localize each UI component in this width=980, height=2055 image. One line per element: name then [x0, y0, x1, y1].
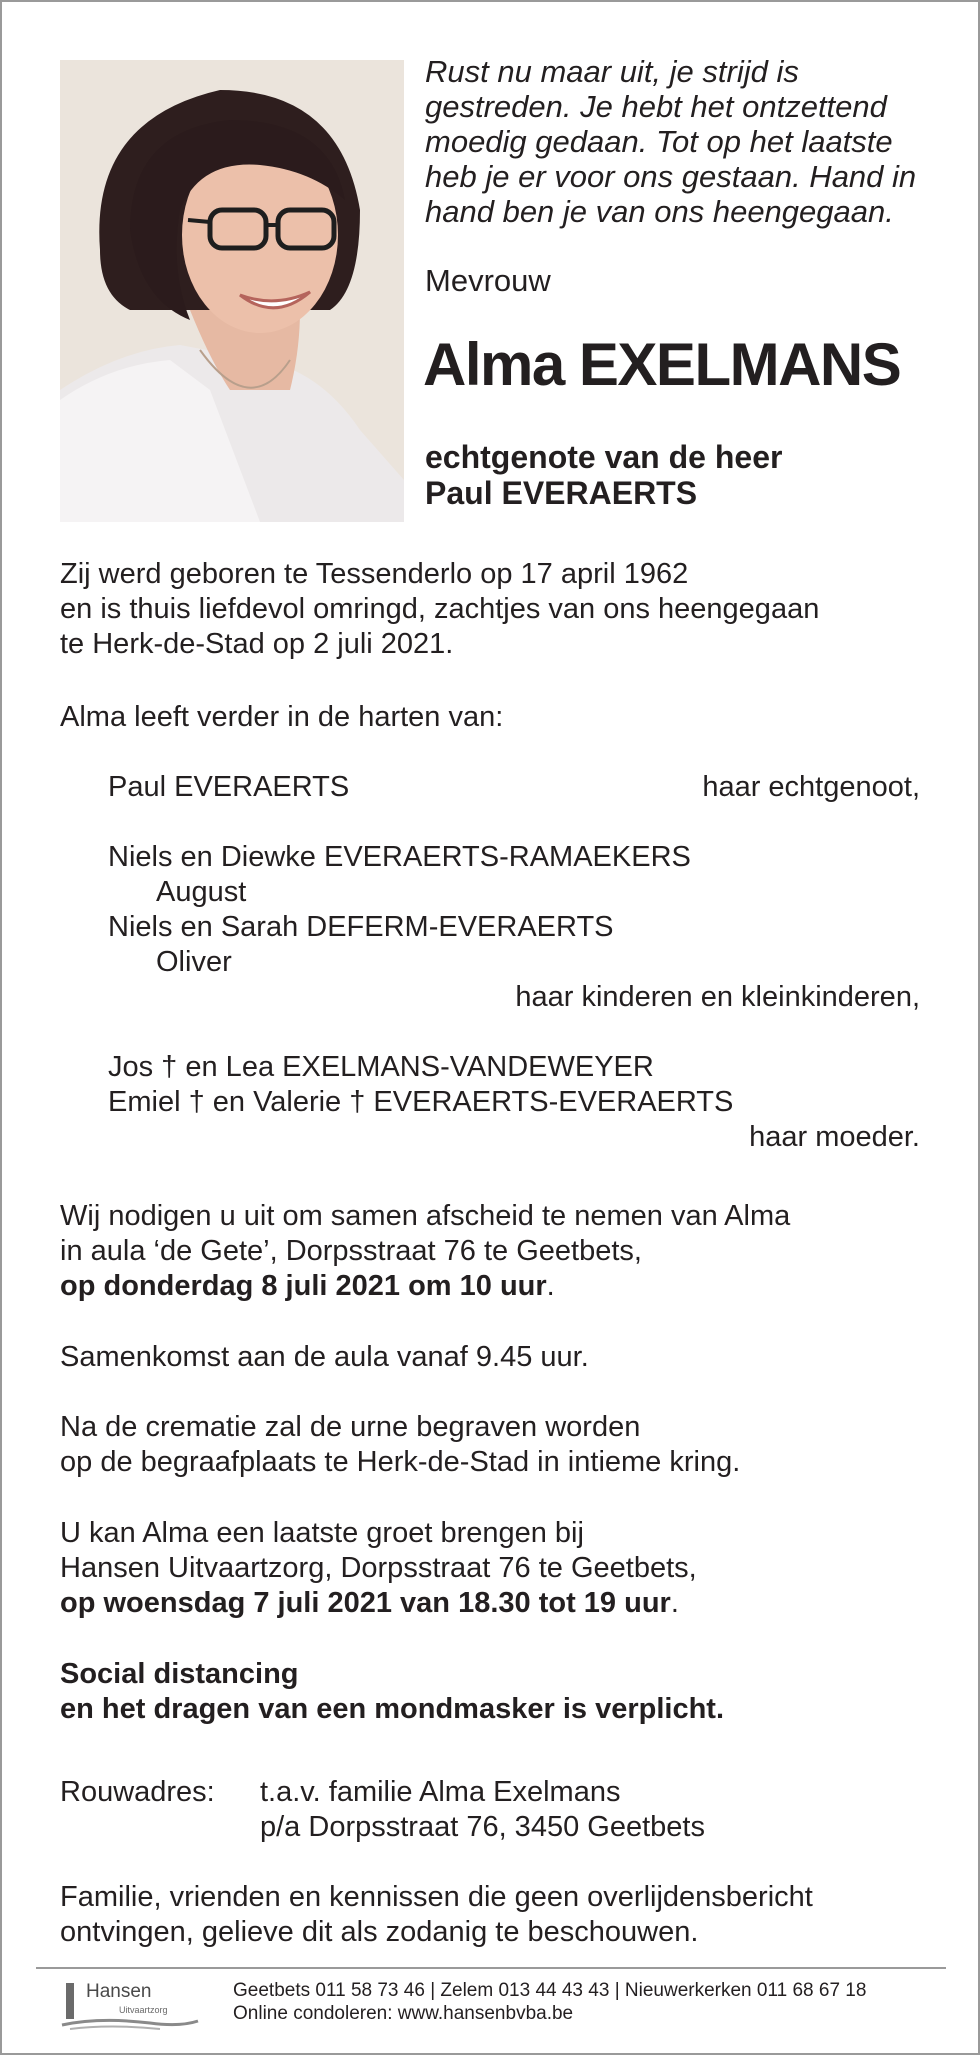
- parents: Jos † en Lea EXELMANS-VANDEWEYER: [108, 1051, 654, 1083]
- footer-divider: [36, 1967, 946, 1969]
- mother-role: haar moeder.: [749, 1121, 920, 1153]
- salutation: Mevrouw: [425, 263, 551, 298]
- text-line: Social distancing: [60, 1658, 299, 1690]
- grandchild: Oliver: [156, 946, 232, 978]
- spouse-relation: echtgenote van de heer: [425, 439, 783, 475]
- text-line: Wij nodigen u uit om samen afscheid te nemen van Alma: [60, 1200, 791, 1232]
- parents-in-law: Emiel † en Valerie † EVERAERTS-EVERAERTS: [108, 1086, 734, 1118]
- poem-line: heb je er voor ons gestaan. Hand in: [425, 159, 917, 194]
- text-line: op donderdag 8 juli 2021 om 10 uur.: [60, 1270, 555, 1302]
- cremation-paragraph: [60, 1410, 740, 1480]
- text-line: Zij werd geboren te Tessenderlo op 17 april 1962: [60, 558, 689, 590]
- child-family: Niels en Sarah DEFERM-EVERAERTS: [108, 911, 614, 943]
- text-line: te Herk-de-Stad op 2 juli 2021.: [60, 628, 454, 660]
- footer-phones: Geetbets 011 58 73 46 | Zelem 013 44 43 43 | Nieuwerkerken 011 68 67 18: [233, 1980, 867, 2001]
- text-line: Na de crematie zal de urne begraven worden: [60, 1411, 641, 1443]
- poem-line: Rust nu maar uit, je strijd is: [425, 54, 799, 89]
- birth-paragraph: [60, 557, 819, 662]
- text-line: Hansen Uitvaartzorg, Dorpsstraat 76 te Geetbets,: [60, 1552, 697, 1584]
- visit-date: op woensdag 7 juli 2021 van 18.30 tot 19 uur: [60, 1587, 671, 1619]
- text-line: ontvingen, gelieve dit als zodanig te beschouwen.: [60, 1916, 699, 1948]
- text-line: U kan Alma een laatste groet brengen bij: [60, 1517, 584, 1549]
- logo-subtitle: Uitvaartzorg: [119, 2005, 168, 2015]
- closing-paragraph: [60, 1880, 813, 1950]
- address-line: t.a.v. familie Alma Exelmans: [260, 1776, 621, 1808]
- funeral-date: op donderdag 8 juli 2021 om 10 uur: [60, 1270, 547, 1302]
- poem-line: hand ben je van ons heengegaan.: [425, 194, 894, 229]
- address-line: p/a Dorpsstraat 76, 3450 Geetbets: [260, 1811, 705, 1843]
- deceased-name: Alma EXELMANS: [423, 331, 901, 398]
- text-line: en is thuis liefdevol omringd, zachtjes van ons heengegaan: [60, 593, 820, 625]
- poem-line: moedig gedaan. Tot op het laatste: [425, 124, 893, 159]
- text-line: en het dragen van een mondmasker is verplicht.: [60, 1693, 724, 1725]
- invitation-paragraph: [60, 1199, 790, 1304]
- text-line: op de begraafplaats te Herk-de-Stad in intieme kring.: [60, 1446, 741, 1478]
- poem: [425, 54, 945, 229]
- spouse-line: [425, 439, 782, 511]
- text-line: in aula ‘de Gete’, Dorpsstraat 76 te Geetbets,: [60, 1235, 642, 1267]
- grandchild: August: [156, 876, 247, 908]
- address-label: Rouwadres:: [60, 1776, 215, 1808]
- text-line: op woensdag 7 juli 2021 van 18.30 tot 19 uur.: [60, 1587, 679, 1619]
- visit-paragraph: [60, 1516, 697, 1621]
- child-family: Niels en Diewke EVERAERTS-RAMAEKERS: [108, 841, 691, 873]
- survivors-intro: Alma leeft verder in de harten van:: [60, 701, 504, 733]
- gathering-text: Samenkomst aan de aula vanaf 9.45 uur.: [60, 1341, 589, 1373]
- text-line: Familie, vrienden en kennissen die geen overlijdensbericht: [60, 1881, 813, 1913]
- distancing-notice: [60, 1657, 724, 1727]
- spouse-name: Paul EVERAERTS: [425, 475, 698, 511]
- logo-name: Hansen: [86, 1981, 152, 2002]
- poem-line: gestreden. Je hebt het ontzettend: [425, 89, 887, 124]
- footer-contact: [233, 1979, 866, 2025]
- husband-role: haar echtgenoot,: [702, 771, 920, 803]
- portrait-photo: [60, 60, 404, 522]
- footer-online: Online condoleren: www.hansenbvba.be: [233, 2003, 574, 2024]
- children-role: haar kinderen en kleinkinderen,: [515, 981, 920, 1013]
- husband-name: Paul EVERAERTS: [108, 771, 350, 803]
